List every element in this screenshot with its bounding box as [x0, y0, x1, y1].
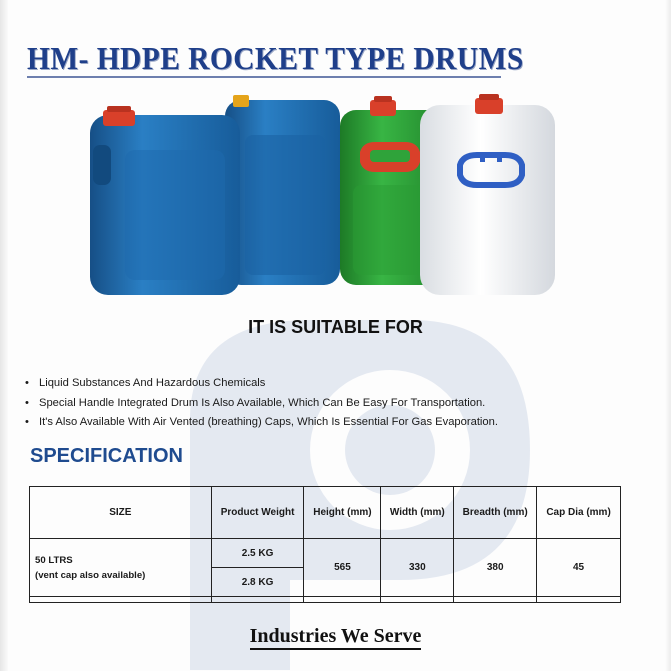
suitable-heading: IT IS SUITABLE FOR	[248, 317, 423, 337]
list-item: • Special Handle Integrated Drum Is Also Available, Which Can Be Easy For Transportation.	[24, 394, 498, 414]
header-cap-dia: Cap Dia (mm)	[537, 487, 621, 539]
table-header-row	[30, 487, 621, 539]
cell-weight-2: 2.8 KG	[211, 568, 304, 597]
list-item: • Liquid Substances And Hazardous Chemicals	[24, 374, 498, 394]
spacer-cell	[211, 597, 304, 603]
industries-heading: Industries We Serve	[250, 625, 422, 650]
title-underline	[27, 76, 501, 78]
usage-bullet-list	[24, 374, 498, 433]
specification-heading: SPECIFICATION	[30, 445, 183, 467]
spacer-cell	[30, 597, 212, 603]
cell-size	[30, 539, 212, 597]
spacer-cell	[381, 597, 454, 603]
drum-blue-front	[90, 106, 240, 295]
industries-section-heading	[0, 625, 671, 648]
header-size: SIZE	[30, 487, 212, 539]
spacer-cell	[304, 597, 381, 603]
cell-weight-1: 2.5 KG	[211, 539, 304, 568]
spacer-cell	[454, 597, 537, 603]
header-width: Width (mm)	[381, 487, 454, 539]
drum-white	[420, 94, 555, 295]
cell-width: 330	[381, 539, 454, 597]
drum-blue-back	[225, 95, 340, 285]
header-breadth: Breadth (mm)	[454, 487, 537, 539]
cell-height: 565	[304, 539, 381, 597]
header-weight: Product Weight	[211, 487, 304, 539]
cell-cap-dia: 45	[537, 539, 621, 597]
spacer-cell	[537, 597, 621, 603]
product-photo-drums	[85, 90, 565, 300]
cell-breadth: 380	[454, 539, 537, 597]
header-height: Height (mm)	[304, 487, 381, 539]
size-note: (vent cap also available)	[35, 569, 146, 581]
page-title: HM- HDPE ROCKET TYPE DRUMS	[27, 40, 524, 76]
specification-table	[29, 486, 621, 603]
table-row-spacer	[30, 597, 621, 603]
size-value: 50 LTRS	[35, 554, 73, 566]
table-row	[30, 539, 621, 568]
list-item: • It's Also Available With Air Vented (breathing) Caps, Which Is Essential For Gas Evaporation.	[24, 413, 498, 433]
